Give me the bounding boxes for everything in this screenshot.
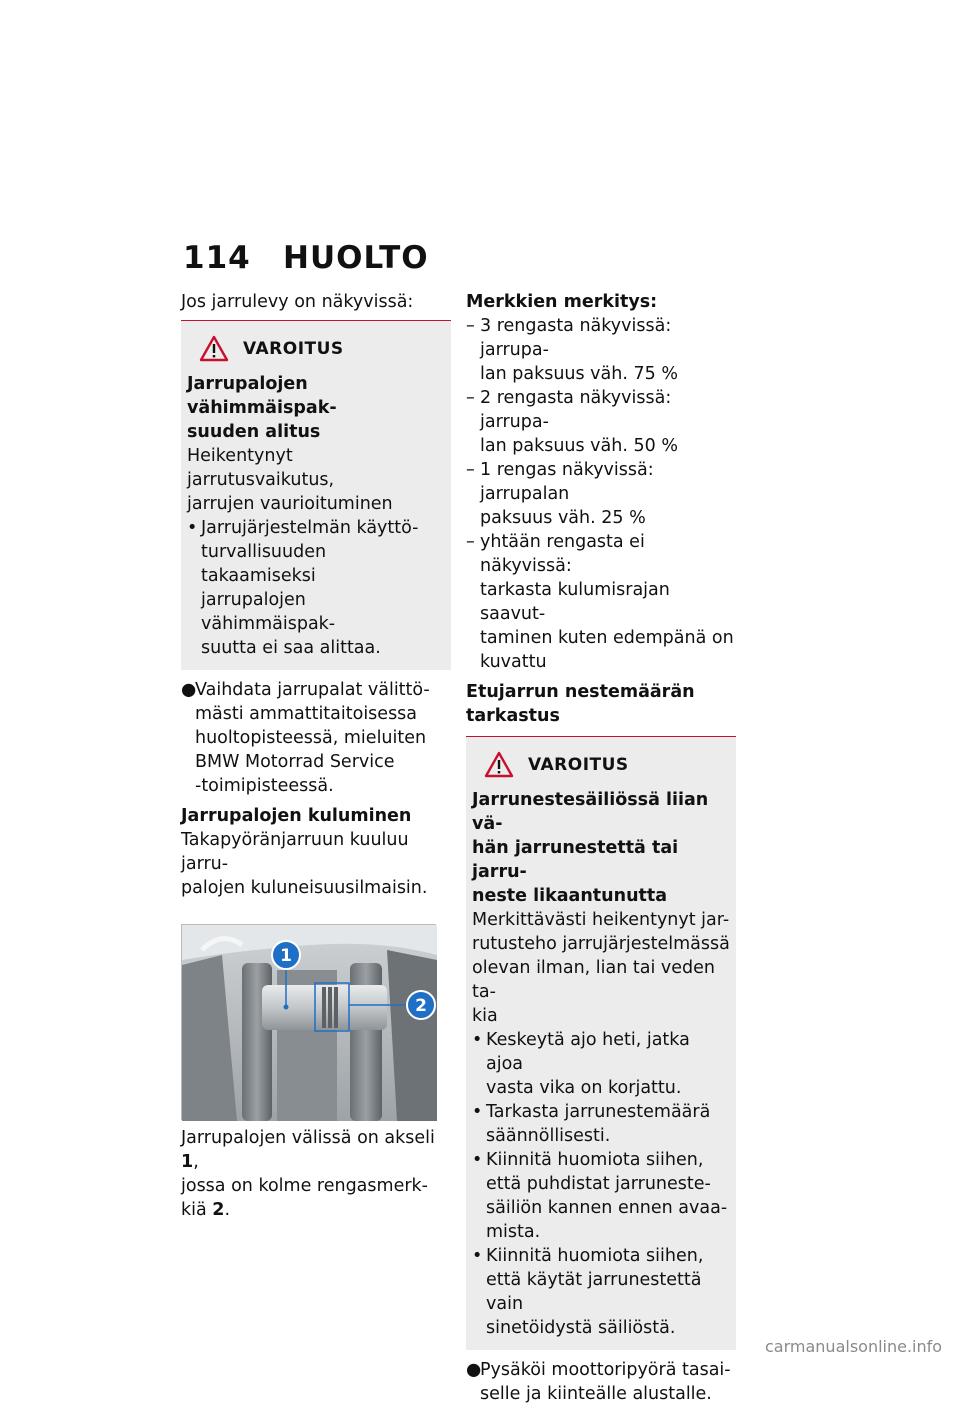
warning-title-line: hän jarrunestettä tai jarru- — [472, 838, 679, 882]
brake-pad-figure — [181, 924, 436, 1120]
warning-bullet: • Keskeytä ajo heti, jatka ajoa vasta vika on korjattu. — [472, 1030, 690, 1098]
bullet-dot-icon: • — [472, 1150, 483, 1170]
right-column — [466, 290, 736, 1406]
action-step — [181, 678, 451, 798]
warning-bullet-line: Jarrujärjestelmän käyttö- — [201, 518, 419, 538]
meaning-title: Merkkien merkitys: — [466, 292, 658, 312]
warning-box-fluid — [466, 736, 736, 1350]
bullet-dot-icon: • — [187, 518, 198, 538]
left-column — [181, 290, 451, 1222]
section-line: Takapyöränjarruun kuuluu jarru- — [181, 830, 409, 874]
warning-body-line: Merkittävästi heikentynyt jar- — [472, 910, 730, 930]
section-line: palojen kuluneisuusilmaisin. — [181, 878, 428, 898]
caption-ref-1: 1 — [181, 1152, 194, 1172]
warning-label: VAROITUS — [528, 754, 629, 775]
caption-line: kiä 2. — [181, 1200, 231, 1220]
warning-body-line: rutusteho jarrujärjestelmässä — [472, 934, 730, 954]
warning-label: VAROITUS — [243, 338, 344, 359]
warning-body-line: jarrujen vaurioituminen — [187, 494, 393, 514]
site-watermark: carmanualsonline.info — [765, 1337, 943, 1356]
action-line: -toimipisteessä. — [195, 776, 334, 796]
bullet-dot-icon: • — [472, 1246, 483, 1266]
caption-ref-2: 2 — [212, 1200, 225, 1220]
section-title-line: tarkastus — [466, 706, 560, 726]
warning-bullet-line: jarrupalojen vähimmäispak- — [201, 590, 336, 634]
caption-line: Jarrupalojen välissä on akseli 1, — [181, 1128, 435, 1172]
warning-title-line: suuden alitus — [187, 422, 321, 442]
warning-triangle-icon — [484, 751, 514, 778]
action-line: selle ja kiinteälle alustalle. — [480, 1384, 712, 1404]
page-header — [183, 240, 429, 280]
section-title: Jarrupalojen kuluminen — [181, 806, 412, 826]
meaning-item: – 3 rengasta näkyvissä: jarrupa- lan paksuus väh. 75 % — [466, 316, 678, 384]
warning-title-line: Jarrupalojen vähimmäispak- — [187, 374, 337, 418]
warning-body-line: kia — [472, 1006, 498, 1026]
warning-bullet — [187, 516, 445, 660]
bullet-dot-icon: • — [472, 1030, 483, 1050]
warning-body-line: Heikentynyt jarrutusvaikutus, — [187, 446, 335, 490]
callout-2-label: 2 — [415, 996, 427, 1016]
action-line: BMW Motorrad Service — [195, 752, 395, 772]
page-number: 114 — [183, 240, 251, 276]
action-line: huoltopisteessä, mieluiten — [195, 728, 427, 748]
meaning-item: – 2 rengasta näkyvissä: jarrupa- lan paksuus väh. 50 % — [466, 388, 678, 456]
action-line: mästi ammattitaitoisessa — [195, 704, 418, 724]
meaning-item: – 1 rengas näkyvissä: jarrupalan paksuus väh. 25 % — [466, 460, 654, 528]
warning-title-line: neste likaantunutta — [472, 886, 668, 906]
warning-bullet-line: suutta ei saa alittaa. — [201, 638, 381, 658]
action-dot-icon: ● — [466, 1360, 482, 1380]
section-title-line: Etujarrun nestemäärän — [466, 682, 695, 702]
callout-1-label: 1 — [280, 946, 292, 966]
intro-text: Jos jarrulevy on näkyvissä: — [181, 292, 414, 312]
caption-line: jossa on kolme rengasmerk- — [181, 1176, 428, 1196]
warning-bullet: • Kiinnitä huomiota siihen, että puhdistat jarruneste- säiliön kannen ennen avaa- mista. — [472, 1150, 728, 1242]
action-line: Vaihdata jarrupalat välittö- — [195, 680, 430, 700]
warning-bullet: • Kiinnitä huomiota siihen, että käytät jarrunestettä vain sinetöidystä säiliöstä. — [472, 1246, 704, 1338]
warning-body-line: olevan ilman, lian tai veden ta- — [472, 958, 715, 1002]
chapter-title: HUOLTO — [283, 240, 429, 276]
brake-pad-illustration — [182, 925, 437, 1121]
action-dot-icon: ● — [181, 680, 197, 700]
warning-box-pads — [181, 320, 451, 670]
warning-bullet-line: turvallisuuden takaamiseksi — [201, 542, 327, 586]
warning-bullet: • Tarkasta jarrunestemäärä säännöllisesti. — [472, 1102, 711, 1146]
warning-title-line: Jarrunestesäiliössä liian vä- — [472, 790, 709, 834]
action-line: Pysäköi moottoripyörä tasai- — [480, 1360, 731, 1380]
warning-header — [199, 335, 445, 362]
action-step — [466, 1358, 736, 1406]
warning-triangle-icon — [199, 335, 229, 362]
bullet-dot-icon: • — [472, 1102, 483, 1122]
warning-header — [484, 751, 730, 778]
meaning-item: – yhtään rengasta ei näkyvissä: tarkasta kulumisrajan saavut- taminen kuten edempänä on kuvattu — [466, 532, 734, 672]
